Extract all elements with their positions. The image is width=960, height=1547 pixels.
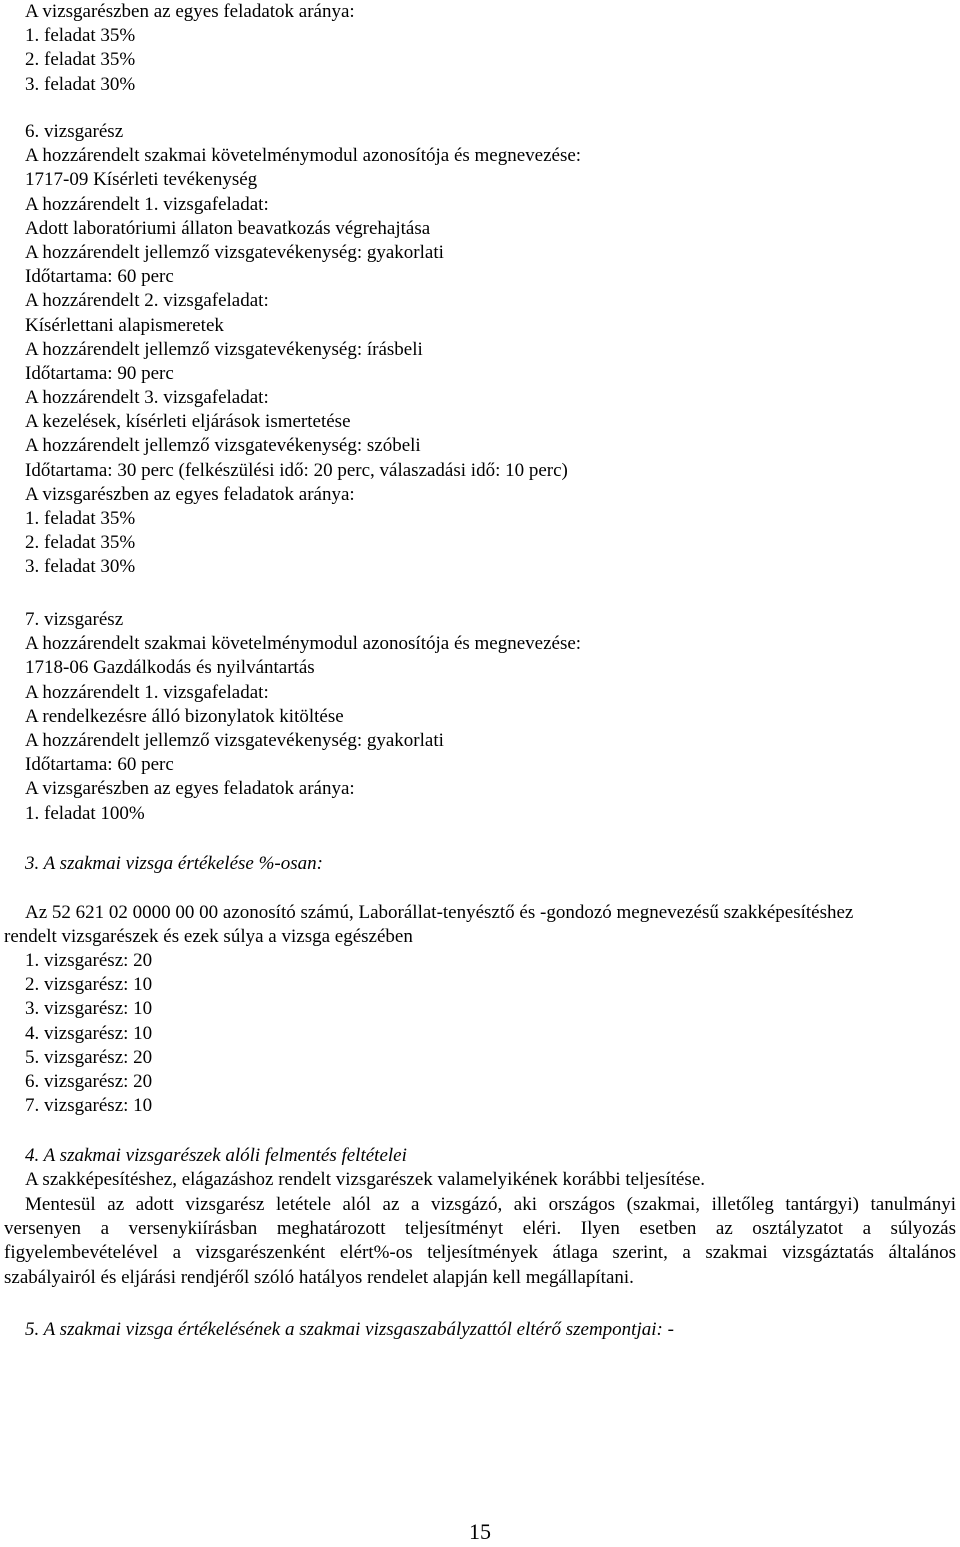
part-title: 6. vizsgarész [25, 121, 124, 142]
section-heading: 4. A szakmai vizsgarészek alóli felmentés feltételei [25, 1145, 407, 1166]
module-name: 1718-06 Gazdálkodás és nyilvántartás [25, 657, 315, 679]
weight-item: 3. vizsgarész: 10 [25, 998, 153, 1020]
task-ratio: 2. feladat 35% [25, 49, 136, 71]
ratio-heading: A vizsgarészben az egyes feladatok aránya: [25, 778, 355, 800]
task-time: Időtartama: 90 perc [25, 362, 174, 384]
paragraph-line: figyelembevételével a vizsgarészenként elért%-os teljesítmények átlaga szerint, a szakmai vizsgáztatás általános [4, 1242, 956, 1264]
task-label: A hozzárendelt 2. vizsgafeladat: [25, 290, 269, 312]
weight-item: 2. vizsgarész: 10 [25, 974, 153, 996]
intro-line: Az 52 621 02 0000 00 00 azonosító számú, Laborállat-tenyésztő és -gondozó megnevezésű szakképesítéshez [25, 902, 854, 923]
page-number: 15 [469, 1519, 491, 1544]
module-label: A hozzárendelt szakmai követelménymodul azonosítója és megnevezése: [25, 633, 582, 655]
section5-block [25, 1318, 960, 1342]
intro-line: rendelt vizsgarészek és ezek súlya a vizsga egészében [4, 926, 413, 948]
task-type: A hozzárendelt jellemző vizsgatevékenység: írásbeli [25, 338, 423, 360]
module-name: 1717-09 Kísérleti tevékenység [25, 169, 258, 191]
module-label: A hozzárendelt szakmai követelménymodul azonosítója és megnevezése: [25, 145, 582, 167]
section4-block [25, 1144, 960, 1192]
task-name: A rendelkezésre álló bizonylatok kitöltése [25, 705, 344, 727]
top-ratio-block [25, 0, 960, 97]
weight-item: 4. vizsgarész: 10 [25, 1022, 153, 1044]
paragraph-line: Mentesül az adott vizsgarész letétele alól az a vizsgázó, aki országos (szakmai, illetőleg tantárgyi) tanulmányi [25, 1194, 956, 1215]
part7-block [25, 608, 960, 826]
weight-item: 6. vizsgarész: 20 [25, 1070, 153, 1092]
part-title: 7. vizsgarész [25, 609, 124, 630]
weight-item: 5. vizsgarész: 20 [25, 1046, 153, 1068]
task-ratio: 3. feladat 30% [25, 556, 136, 578]
section-heading: 5. A szakmai vizsga értékelésének a szakmai vizsgaszabályzattól eltérő szempontjai: - [25, 1319, 674, 1340]
task-type: A hozzárendelt jellemző vizsgatevékenység: szóbeli [25, 435, 421, 457]
task-label: A hozzárendelt 1. vizsgafeladat: [25, 193, 269, 215]
task-type: A hozzárendelt jellemző vizsgatevékenység: gyakorlati [25, 729, 444, 751]
task-time: Időtartama: 60 perc [25, 266, 174, 288]
task-ratio: 1. feladat 35% [25, 25, 136, 47]
task-name: Adott laboratóriumi állaton beavatkozás végrehajtása [25, 217, 431, 239]
paragraph-line: versenyen a versenykiírásban meghatározott teljesítményt eléri. Ilyen esetben az osztályzatot a súlyozás [4, 1218, 956, 1240]
task-ratio: 1. feladat 100% [25, 802, 145, 824]
task-time: Időtartama: 30 perc (felkészülési idő: 20 perc, válaszadási idő: 10 perc) [25, 459, 568, 481]
task-time: Időtartama: 60 perc [25, 754, 174, 776]
exemption-line: A szakképesítéshez, elágazáshoz rendelt vizsgarészek valamelyikének korábbi teljesítése. [25, 1169, 706, 1191]
weight-item: 7. vizsgarész: 10 [25, 1095, 153, 1117]
section-heading: 3. A szakmai vizsga értékelése %-osan: [25, 853, 323, 874]
section3-heading [25, 852, 960, 876]
task-type: A hozzárendelt jellemző vizsgatevékenység: gyakorlati [25, 241, 444, 263]
ratio-heading: A vizsgarészben az egyes feladatok aránya: [25, 1, 355, 22]
task-label: A hozzárendelt 3. vizsgafeladat: [25, 387, 269, 409]
task-name: Kísérlettani alapismeretek [25, 314, 224, 336]
task-ratio: 3. feladat 30% [25, 73, 136, 95]
part6-block [25, 120, 960, 580]
section3-intro [4, 901, 956, 949]
weight-item: 1. vizsgarész: 20 [25, 950, 153, 971]
section3-weights [25, 949, 960, 1118]
task-ratio: 1. feladat 35% [25, 508, 136, 529]
task-ratio: 2. feladat 35% [25, 532, 136, 554]
paragraph-line: szabályairól és eljárási rendjéről szóló hatályos rendelet alapján kell megállapítani. [4, 1266, 634, 1288]
task-label: A hozzárendelt 1. vizsgafeladat: [25, 681, 269, 703]
section4-paragraph [4, 1193, 956, 1290]
ratio-heading: A vizsgarészben az egyes feladatok aránya: [25, 483, 355, 505]
task-name: A kezelések, kísérleti eljárások ismertetése [25, 411, 351, 433]
